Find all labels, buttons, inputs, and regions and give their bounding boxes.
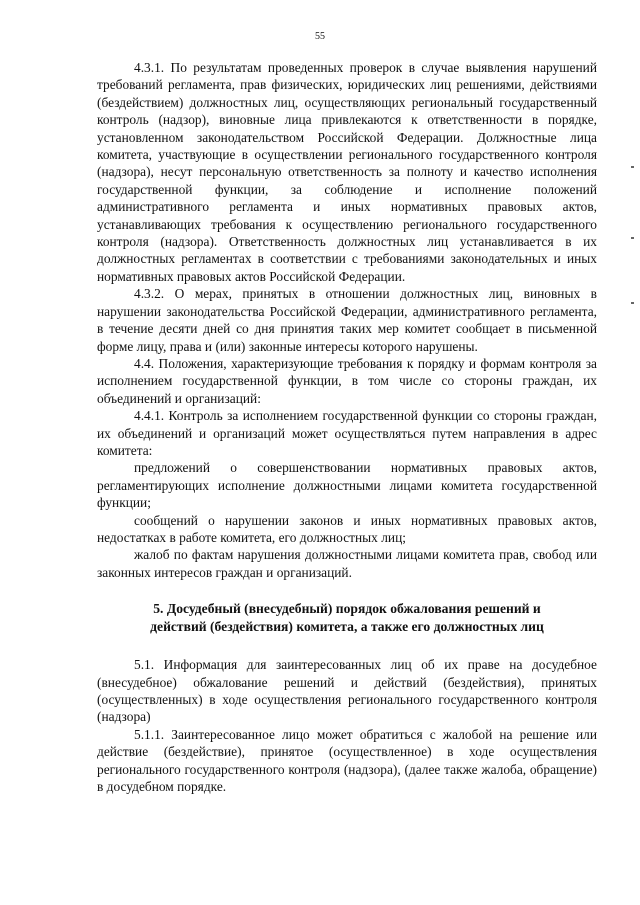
page-number: 55 [315,31,325,42]
list-item-proposals: предложений о совершенствовании нормативных правовых актов, регламентирующих исполнение должностными лицами комитета государственной функции; [97,460,597,511]
paragraph-5-1: 5.1. Информация для заинтересованных лиц об их праве на досудебное (внесудебное) обжалование решений и действий (бездействия), принятых (осуществленных) в ходе осуществления регионального государственного контроля (надзора) [97,657,597,725]
section-5-heading-line-1: 5. Досудебный (внесудебный) порядок обжалования решений и [153,601,541,617]
section-5-heading [97,600,597,636]
scan-edge-mark [631,166,634,168]
scan-edge-mark [631,237,634,239]
paragraph-4-4: 4.4. Положения, характеризующие требования к порядку и формам контроля за исполнением государственной функции, в том числе со стороны граждан, их объединений и организаций: [97,355,597,406]
scan-edge-mark [631,302,634,304]
paragraph-4-3-1: 4.3.1. По результатам проведенных проверок в случае выявления нарушений требований регламента, прав физических, юридических лиц решениями, действиями (бездействием) должностных лиц, осуществляющих региональный государственный контроль (надзор), виновные лица привлекаются к ответственности в порядке, установленном законодательством Российской Федерации. Должностные лица комитета, участвующие в осуществлении регионального государственного контроля (надзора), несут персональную ответственность за полноту и качество исполнения государственной функции, за соблюдение и исполнение положений административного регламента и иных нормативных правовых актов, устанавливающих требования к осуществлению регионального государственного контроля (надзора). Ответственность должностных лиц устанавливается в их должностных регламентах в соответствии с требованиями законодательных и иных нормативных правовых актов Российской Федерации. [97,60,597,284]
paragraph-5-1-1: 5.1.1. Заинтересованное лицо может обратиться с жалобой на решение или действие (бездействие), принятое (осуществленное) в ходе осуществления регионального государственного контроля (надзора), (далее также жалоба, обращение) в досудебном порядке. [97,726,597,795]
page-body [97,59,597,795]
list-item-complaints: жалоб по фактам нарушения должностными лицами комитета прав, свобод или законных интересов граждан и организаций. [97,547,597,580]
section-5-heading-line-2: действий (бездействия) комитета, а также его должностных лиц [150,619,544,635]
paragraph-4-4-1: 4.4.1. Контроль за исполнением государственной функции со стороны граждан, их объединений и организаций может осуществляться путем направления в адрес комитета: [97,408,597,458]
list-item-reports: сообщений о нарушении законов и иных нормативных правовых актов, недостатках в работе комитета, его должностных лиц; [97,512,597,545]
paragraph-4-3-2: 4.3.2. О мерах, принятых в отношении должностных лиц, виновных в нарушении законодательства Российской Федерации, административного регламента, в течение десяти дней со дня принятия таких мер комитет сообщает в письменной форме лицу, права и (или) законные интересы которого нарушены. [97,286,597,354]
